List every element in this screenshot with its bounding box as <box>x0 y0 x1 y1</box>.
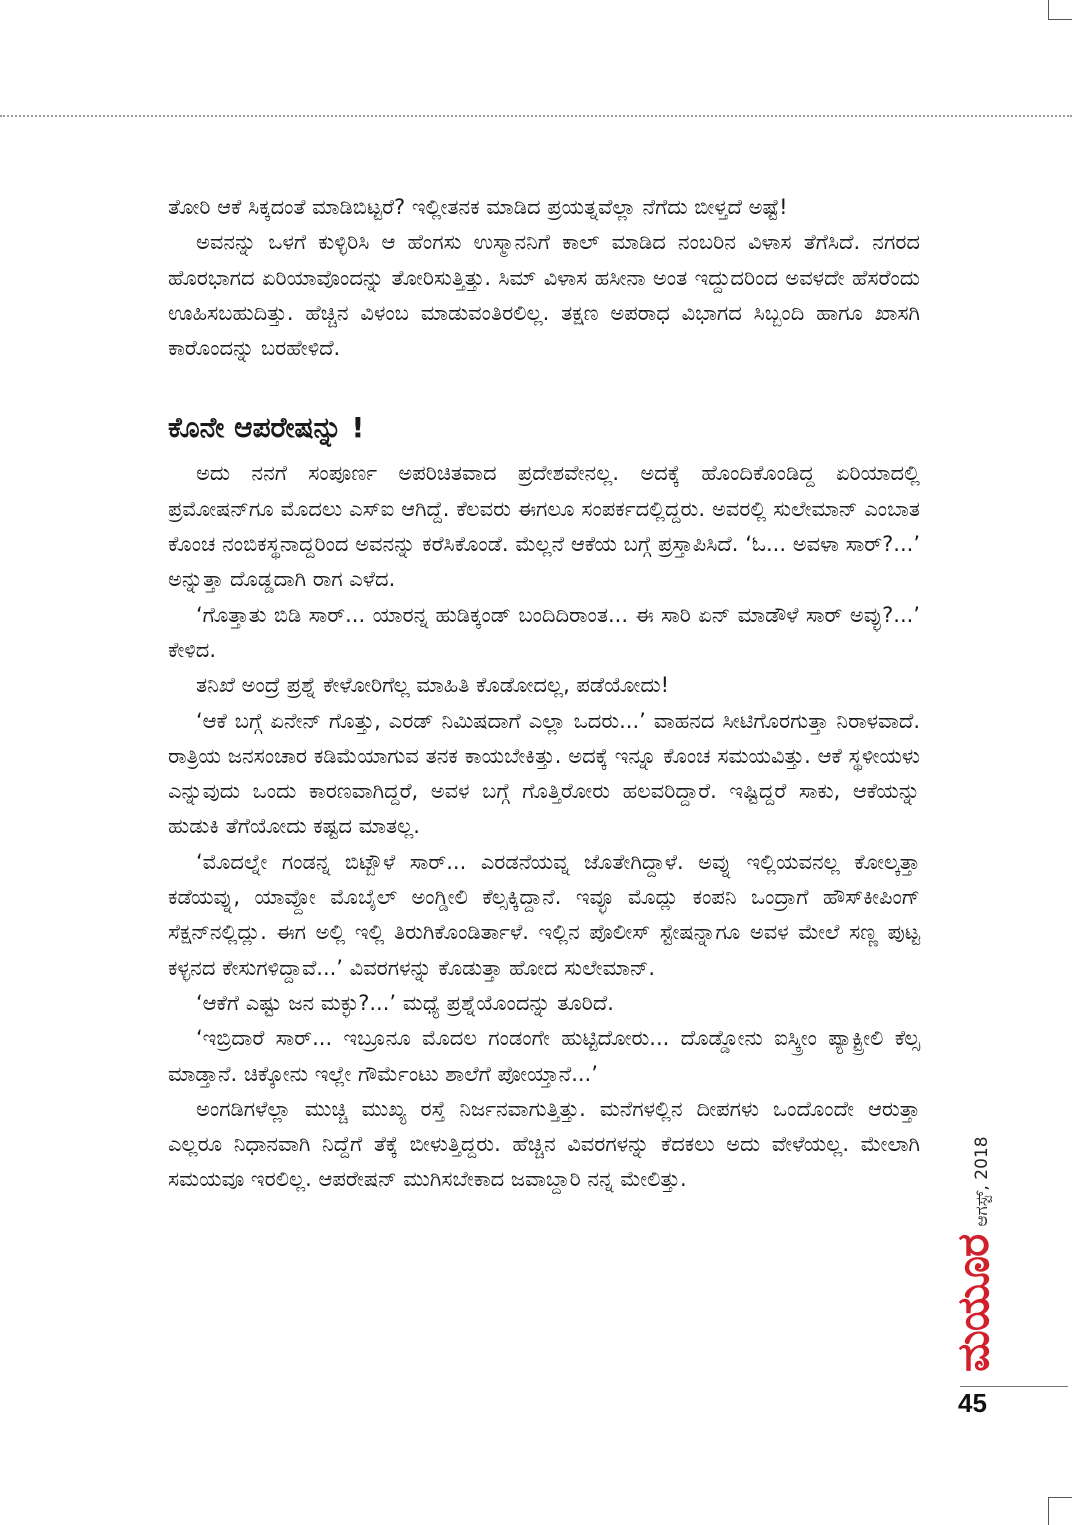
section-heading: ಕೊನೇ ಆಪರೇಷನ್ನು ! <box>168 411 365 445</box>
header-dotted-rule <box>0 115 1072 117</box>
paragraph-4: ‘ಗೊತ್ತಾತು ಬಿಡಿ ಸಾರ್... ಯಾರನ್ನ ಹುಡಿಕ್ಕಂಡ್ ಬಂದಿದಿರಾಂತ... ಈ ಸಾರಿ ಏನ್ ಮಾಡೌಳೆ ಸಾರ್ ಅವ್ಳು?...’ ಕೇಳಿದ. <box>168 602 920 662</box>
paragraph-10: ಅಂಗಡಿಗಳೆಲ್ಲಾ ಮುಚ್ಚಿ ಮುಖ್ಯ ರಸ್ತೆ ನಿರ್ಜನವಾಗುತ್ತಿತ್ತು. ಮನೆಗಳಲ್ಲಿನ ದೀಪಗಳು ಒಂದೊಂದೇ ಆರುತ್ತಾ ಎಲ್ಲರೂ ನಿಧಾನವಾಗಿ ನಿದ್ದೆಗೆ ತೆಕ್ಕೆ ಬೀಳುತ್ತಿದ್ದರು. ಹೆಚ್ಚಿನ ವಿವರಗಳನ್ನು ಕೆದಕಲು ಅದು ವೇಳೆಯಲ್ಲ. ಮೇಲಾಗಿ ಸಮಯವೂ ಇರಲಿಲ್ಲ. ಆಪರೇಷನ್ ಮುಗಿಸಬೇಕಾದ ಜವಾಬ್ದಾರಿ ನನ್ನ ಮೇಲಿತ್ತು. <box>168 1096 920 1192</box>
page-number-rule <box>960 1386 1068 1387</box>
paragraph-6: ‘ಆಕೆ ಬಗ್ಗೆ ಏನೇನ್ ಗೊತ್ತು, ಎರಡ್ ನಿಮಿಷದಾಗೆ ಎಲ್ಲಾ ಒದರು...’ ವಾಹನದ ಸೀಟಿಗೊರಗುತ್ತಾ ನಿರಾಳವಾದೆ. ರಾತ್ರಿಯ ಜನಸಂಚಾರ ಕಡಿಮೆಯಾಗುವ ತನಕ ಕಾಯಬೇಕಿತ್ತು. ಅದಕ್ಕೆ ಇನ್ನೂ ಕೊಂಚ ಸಮಯವಿತ್ತು. ಆಕೆ ಸ್ಥಳೀಯಳು ಎನ್ನುವುದು ಒಂದು ಕಾರಣವಾಗಿದ್ದರೆ, ಅವಳ ಬಗ್ಗೆ ಗೊತ್ತಿರೋರು ಹಲವರಿದ್ದಾರೆ. ಇಷ್ಟಿದ್ದರೆ ಸಾಕು, ಆಕೆಯನ್ನು ಹುಡುಕಿ ತೆಗೆಯೋದು ಕಷ್ಟದ ಮಾತಲ್ಲ. <box>168 708 920 839</box>
article-body <box>168 190 920 1198</box>
paragraph-7: ‘ಮೊದಲ್ನೇ ಗಂಡನ್ನ ಬಿಟ್ಬೌಳೆ ಸಾರ್... ಎರಡನೆಯವ್ನ ಜೊತೇಗಿದ್ದಾಳೆ. ಅವ್ನು ಇಲ್ಲಿಯವನಲ್ಲ ಕೋಲ್ಕತ್ತಾ ಕಡೆಯವ್ನು, ಯಾವ್ದೋ ಮೊಬೈಲ್ ಅಂಗ್ಡೀಲಿ ಕೆಲ್ಸಕ್ಕಿದ್ದಾನೆ. ಇವ್ಳೂ ಮೊದ್ಲು ಕಂಪನಿ ಒಂದ್ರಾಗೆ ಹೌಸ್‌ಕೀಪಿಂಗ್ ಸೆಕ್ಷನ್‌ನಲ್ಲಿದ್ಲು. ಈಗ ಅಲ್ಲಿ ಇಲ್ಲಿ ತಿರುಗಿಕೊಂಡಿರ್ತಾಳೆ. ಇಲ್ಲಿನ ಪೊಲೀಸ್ ಸ್ಟೇಷನ್ನಾಗೂ ಅವಳ ಮೇಲೆ ಸಣ್ಣ ಪುಟ್ಟ ಕಳ್ಳನದ ಕೇಸುಗಳಿದ್ದಾವೆ...’ ವಿವರಗಳನ್ನು ಕೊಡುತ್ತಾ ಹೋದ ಸುಲೇಮಾನ್. <box>168 849 920 980</box>
crop-mark-top <box>1048 0 1072 20</box>
paragraph-2: ಅವನನ್ನು ಒಳಗೆ ಕುಳ್ಳಿರಿಸಿ ಆ ಹೆಂಗಸು ಉಸ್ಮಾನನಿಗೆ ಕಾಲ್ ಮಾಡಿದ ನಂಬರಿನ ವಿಳಾಸ ತೆಗೆಸಿದೆ. ನಗರದ ಹೊರಭಾಗದ ಏರಿಯಾವೊಂದನ್ನು ತೋರಿಸುತ್ತಿತ್ತು. ಸಿಮ್ ವಿಳಾಸ ಹಸೀನಾ ಅಂತ ಇದ್ದುದರಿಂದ ಅವಳದೇ ಹೆಸರೆಂದು ಊಹಿಸಬಹುದಿತ್ತು. ಹೆಚ್ಚಿನ ವಿಳಂಬ ಮಾಡುವಂತಿರಲಿಲ್ಲ. ತಕ್ಷಣ ಅಪರಾಧ ವಿಭಾಗದ ಸಿಬ್ಬಂದಿ ಹಾಗೂ ಖಾಸಗಿ ಕಾರೊಂದನ್ನು ಬರಹೇಳಿದೆ. <box>168 230 920 361</box>
magazine-sidebar <box>948 1136 999 1372</box>
issue-date: ಆಗಸ್ಟ್, 2018 <box>972 1136 992 1227</box>
page-number: 45 <box>958 1388 987 1418</box>
paragraph-3: ಅದು ನನಗೆ ಸಂಪೂರ್ಣ ಅಪರಿಚಿತವಾದ ಪ್ರದೇಶವೇನಲ್ಲ. ಅದಕ್ಕೆ ಹೊಂದಿಕೊಂಡಿದ್ದ ಏರಿಯಾದಲ್ಲಿ ಪ್ರಮೋಷನ್‌ಗೂ ಮೊದಲು ಎಸ್‌ಐ ಆಗಿದ್ದೆ. ಕೆಲವರು ಈಗಲೂ ಸಂಪರ್ಕದಲ್ಲಿದ್ದರು. ಅವರಲ್ಲಿ ಸುಲೇಮಾನ್ ಎಂಬಾತ ಕೊಂಚ ನಂಬಿಕಸ್ಥನಾದ್ದರಿಂದ ಅವನನ್ನು ಕರೆಸಿಕೊಂಡೆ. ಮೆಲ್ಲನೆ ಆಕೆಯ ಬಗ್ಗೆ ಪ್ರಸ್ತಾಪಿಸಿದೆ. ‘ಓ... ಅವಳಾ ಸಾರ್?...’ ಅನ್ನುತ್ತಾ ದೊಡ್ಡದಾಗಿ ರಾಗ ಎಳೆದ. <box>168 461 920 592</box>
magazine-logo: ಮಯೂರ <box>948 1234 999 1372</box>
paragraph-5: ತನಿಖೆ ಅಂದ್ರೆ ಪ್ರಶ್ನೆ ಕೇಳೋರಿಗೆಲ್ಲ ಮಾಹಿತಿ ಕೊಡೋದಲ್ಲ, ಪಡೆಯೋದು! <box>196 673 670 698</box>
crop-mark-bottom <box>1048 1497 1072 1525</box>
paragraph-9: ‘ಇಬ್ರಿದಾರೆ ಸಾರ್... ಇಬ್ರೂನೂ ಮೊದಲ ಗಂಡಂಗೇ ಹುಟ್ಟಿದೋರು... ದೊಡ್ಡೋನು ಐಸ್ಕ್ರೀಂ ಪ್ಯಾಕ್ಟ್ರೀಲಿ ಕೆಲ್ಸ ಮಾಡ್ತಾನೆ. ಚಿಕ್ಕೋನು ಇಲ್ಲೇ ಗೌರ್ಮೆಂಟು ಶಾಲೆಗೆ ಪೋಯ್ತಾನೆ...’ <box>168 1026 920 1086</box>
paragraph-8: ‘ಆಕೆಗೆ ಎಷ್ಟು ಜನ ಮಕ್ಳು?...’ ಮಧ್ಯೆ ಪ್ರಶ್ನೆಯೊಂದನ್ನು ತೂರಿದೆ. <box>196 990 614 1015</box>
paragraph-1: ತೋರಿ ಆಕೆ ಸಿಕ್ಕದಂತೆ ಮಾಡಿಬಿಟ್ಟರೆ? ಇಲ್ಲೀತನಕ ಮಾಡಿದ ಪ್ರಯತ್ನವೆಲ್ಲಾ ನೆಗೆದು ಬೀಳ್ತದೆ ಅಷ್ಟೆ! <box>168 195 788 219</box>
